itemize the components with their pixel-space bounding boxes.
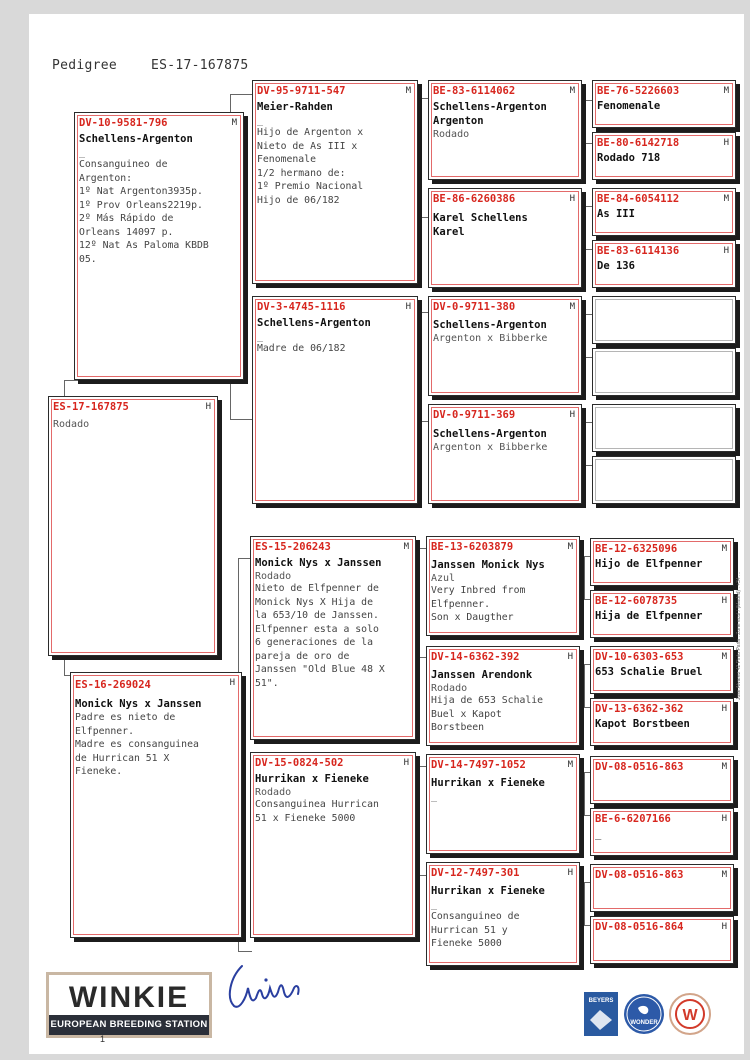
badge-w-text: W — [682, 1007, 698, 1024]
connector — [584, 422, 592, 466]
ring-number: BE-83-6114062 — [433, 85, 516, 97]
sex-label: M — [721, 652, 727, 662]
ring-number: ES-15-206243 — [255, 541, 331, 553]
pigeon-name: Janssen Arendonk — [431, 669, 533, 681]
pigeon-card-ddds[interactable] — [590, 864, 734, 912]
pigeon-notes: Hijo de Argenton x Nieto de As III x Fenomenale 1/2 hermano de: 1º Premio Nacional Hijo de 06/182 — [257, 127, 364, 206]
logo-wordmark: WINKIE — [68, 981, 190, 1014]
pigeon-name: Schellens-Argenton — [79, 133, 193, 145]
pigeon-card-dssd[interactable] — [590, 590, 734, 638]
color-label: _ — [431, 791, 438, 803]
sex-label: M — [567, 542, 573, 552]
color-label: Rodado — [433, 129, 470, 141]
pigeon-name: Hurrikan x Fieneke — [255, 773, 369, 785]
pigeon-name: Schellens-Argenton — [433, 319, 547, 331]
pigeon-card-dss[interactable] — [426, 536, 580, 636]
ring-number: BE-84-6054112 — [597, 193, 680, 205]
ring-number: BE-12-6078735 — [595, 595, 678, 607]
sex-label: H — [229, 678, 235, 688]
beyers-badge — [584, 992, 618, 1036]
pigeon-card-sds[interactable] — [428, 296, 582, 396]
ring-number: DV-95-9711-547 — [257, 85, 346, 97]
sex-label: M — [723, 194, 729, 204]
pigeon-name — [591, 773, 733, 775]
ring-number: DV-0-9711-369 — [433, 409, 516, 421]
page-header — [52, 58, 283, 73]
pigeon-card-ddss[interactable] — [590, 756, 734, 804]
pigeon-notes: Madre de 06/182 — [257, 343, 346, 355]
sex-label: H — [569, 194, 575, 204]
sex-label: H — [403, 758, 409, 768]
sex-label: H — [567, 868, 573, 878]
color-label: Rodado — [255, 571, 292, 583]
ring-number: DV-14-6362-392 — [431, 651, 520, 663]
sex-label: M — [569, 86, 575, 96]
pigeon-card-sss[interactable] — [428, 80, 582, 180]
ring-number: BE-86-6260386 — [433, 193, 516, 205]
ring-number: DV-08-0516-863 — [595, 869, 684, 881]
sex-label: H — [721, 814, 727, 824]
pigeon-card-ss[interactable] — [252, 80, 418, 284]
connector — [418, 98, 428, 218]
color-label: Argenton x Bibberke — [433, 442, 548, 454]
pigeon-card-dsss[interactable] — [590, 538, 734, 586]
sex-label: M — [231, 118, 237, 128]
pigeon-name: _ — [595, 828, 602, 840]
pigeon-card-empty[interactable] — [592, 348, 736, 396]
pigeon-name: Janssen Monick Nys — [431, 559, 545, 571]
color-label: Rodado — [255, 787, 292, 799]
pigeon-card-sdd[interactable] — [428, 404, 582, 504]
pigeon-card-dddd[interactable] — [590, 916, 734, 964]
side-imprint: Jose Alvarez 42 Pinto Parla . Zone ecul / (Madrid) . +34 ... — [736, 571, 742, 700]
pigeon-notes: Consanguineo de Argenton: 1º Nat Argenton3935p. 1º Prov Orleans2219p. 2º Más Rápido de Orleans 14097 p. 12º Nat As Paloma KBDB 05. — [79, 159, 209, 265]
sex-label: H — [567, 652, 573, 662]
color-label: _ — [431, 899, 438, 911]
ring-number: ES-17-167875 — [53, 401, 129, 413]
ring-number: BE-13-6203879 — [431, 541, 514, 553]
w-badge — [670, 994, 710, 1034]
connector — [584, 314, 592, 358]
pigeon-card-dsds[interactable] — [590, 646, 734, 694]
pigeon-card-ssdd[interactable] — [592, 240, 736, 288]
sex-label: H — [721, 922, 727, 932]
sex-label: H — [205, 402, 211, 412]
pigeon-name — [591, 933, 733, 935]
color-label: Argenton x Bibberke — [433, 333, 548, 345]
ring-number: BE-76-5226603 — [597, 85, 680, 97]
sex-label: H — [723, 138, 729, 148]
sex-label: M — [721, 870, 727, 880]
color-label: Rodado — [53, 419, 90, 430]
pigeon-card-dds[interactable] — [426, 754, 580, 854]
pigeon-card-empty[interactable] — [592, 404, 736, 452]
pigeon-card-empty[interactable] — [592, 296, 736, 344]
sex-label: M — [567, 760, 573, 770]
pigeon-name: Monick Nys x Janssen — [75, 698, 202, 710]
ring-number: BE-6-6207166 — [595, 813, 671, 825]
ring-number: DV-14-7497-1052 — [431, 759, 526, 771]
pigeon-card-sssd[interactable] — [592, 132, 736, 180]
connector — [418, 312, 428, 422]
color-label: _ — [257, 331, 264, 343]
sex-label: M — [721, 762, 727, 772]
pigeon-name: Karel Schellens Karel — [433, 212, 528, 239]
pigeon-name: Monick Nys x Janssen — [255, 557, 382, 569]
sponsor-badges — [580, 990, 740, 1046]
pigeon-name: Schellens-Argenton — [433, 428, 547, 440]
badge-wonder-text: WONDER — [630, 1020, 658, 1026]
badge-beyers-text: BEYERS — [588, 998, 614, 1004]
wonder-badge — [624, 994, 664, 1034]
color-label: Azul — [431, 573, 456, 585]
pigeon-name: As III — [597, 208, 635, 220]
pigeon-card-ds[interactable] — [250, 536, 416, 740]
sex-label: H — [569, 410, 575, 420]
pigeon-card-dsd[interactable] — [426, 646, 580, 746]
ring-number: DV-0-9711-380 — [433, 301, 516, 313]
connector — [230, 380, 252, 420]
sex-label: M — [721, 544, 727, 554]
pigeon-card-ssss[interactable] — [592, 80, 736, 128]
ring-number: DV-15-0824-502 — [255, 757, 344, 769]
pigeon-card-dam[interactable] — [70, 672, 242, 938]
color-label: _ — [257, 115, 264, 127]
ring-number: DV-08-0516-864 — [595, 921, 684, 933]
sex-label: M — [723, 86, 729, 96]
pigeon-card-subject[interactable] — [48, 396, 218, 656]
pigeon-name: Hurrikan x Fieneke — [431, 777, 545, 789]
ring-number: DV-13-6362-362 — [595, 703, 684, 715]
sex-label: H — [405, 302, 411, 312]
ring-number: BE-12-6325096 — [595, 543, 678, 555]
sex-label: H — [723, 246, 729, 256]
ring-number: BE-80-6142718 — [597, 137, 680, 149]
pigeon-name: Hijo de Elfpenner — [595, 558, 703, 570]
color-label: _ — [79, 147, 86, 159]
winkie-logo — [46, 972, 212, 1038]
pigeon-name: 653 Schalie Bruel — [595, 666, 703, 678]
pigeon-card-ssds[interactable] — [592, 188, 736, 236]
pigeon-name: De 136 — [597, 260, 635, 272]
pigeon-card-sd[interactable] — [252, 296, 418, 504]
pigeon-name: Rodado 718 — [597, 152, 661, 164]
sex-label: M — [403, 542, 409, 552]
ring-number: DV-10-6303-653 — [595, 651, 684, 663]
ring-number: DV-12-7497-301 — [431, 867, 520, 879]
ring-number: DV-08-0516-863 — [595, 761, 684, 773]
ring-number: BE-83-6114136 — [597, 245, 680, 257]
connector — [584, 206, 592, 250]
color-label: Rodado — [431, 683, 468, 695]
pigeon-notes: Very Inbred from Elfpenner. Son x Daugther — [431, 585, 526, 624]
connector — [238, 938, 252, 952]
pigeon-card-dsdd[interactable] — [590, 698, 734, 746]
pigeon-notes: Nieto de Elfpenner de Monick Nys X Hija de la 653/10 de Janssen. Elfpenner esta a solo 6 generaciones de la pareja de oro de Janssen "Old Blue 48 X 51". — [255, 583, 385, 689]
pigeon-card-ddd[interactable] — [426, 862, 580, 966]
signature — [220, 958, 310, 1018]
ring-number: ES-16-269024 — [75, 679, 151, 691]
pigeon-notes: Padre es nieto de Elfpenner. Madre es consanguinea de Hurrican 51 X Fieneke. — [75, 712, 199, 778]
pigeon-name: Schellens-Argenton — [257, 317, 371, 329]
ring-number: DV-10-9581-796 — [79, 117, 168, 129]
logo-subtitle: EUROPEAN BREEDING STATION — [49, 1015, 209, 1035]
pigeon-name: Hurrikan x Fieneke — [431, 885, 545, 897]
pigeon-notes: Consanguineo de Hurrican 51 y Fieneke 5000 — [431, 911, 520, 950]
pigeon-name: Fenomenale — [597, 100, 661, 112]
pigeon-card-ssd[interactable] — [428, 188, 582, 288]
connector — [584, 100, 592, 144]
pigeon-name: Kapot Borstbeen — [595, 718, 690, 730]
page-number: 1 — [100, 1034, 106, 1044]
pigeon-name: Hija de Elfpenner — [595, 610, 703, 622]
sex-label: M — [405, 86, 411, 96]
sex-label: H — [721, 596, 727, 606]
pigeon-name: Schellens-Argenton Argenton — [433, 101, 547, 128]
pigeon-name — [591, 881, 733, 883]
sex-label: M — [569, 302, 575, 312]
sex-label: H — [721, 704, 727, 714]
header-ring: ES-17-167875 — [151, 58, 249, 73]
pigeon-notes: Consanguinea Hurrican 51 x Fieneke 5000 — [255, 799, 379, 824]
pigeon-card-empty[interactable] — [592, 456, 736, 504]
pigeon-notes: Hija de 653 Schalie Buel x Kapot Borstbeen — [431, 695, 544, 734]
ring-number: DV-3-4745-1116 — [257, 301, 346, 313]
pigeon-card-sire[interactable] — [74, 112, 244, 380]
header-title: Pedigree — [52, 58, 118, 73]
pigeon-card-dd[interactable] — [250, 752, 416, 938]
pigeon-name: Meier-Rahden — [257, 101, 333, 113]
pigeon-card-ddsd[interactable] — [590, 808, 734, 856]
